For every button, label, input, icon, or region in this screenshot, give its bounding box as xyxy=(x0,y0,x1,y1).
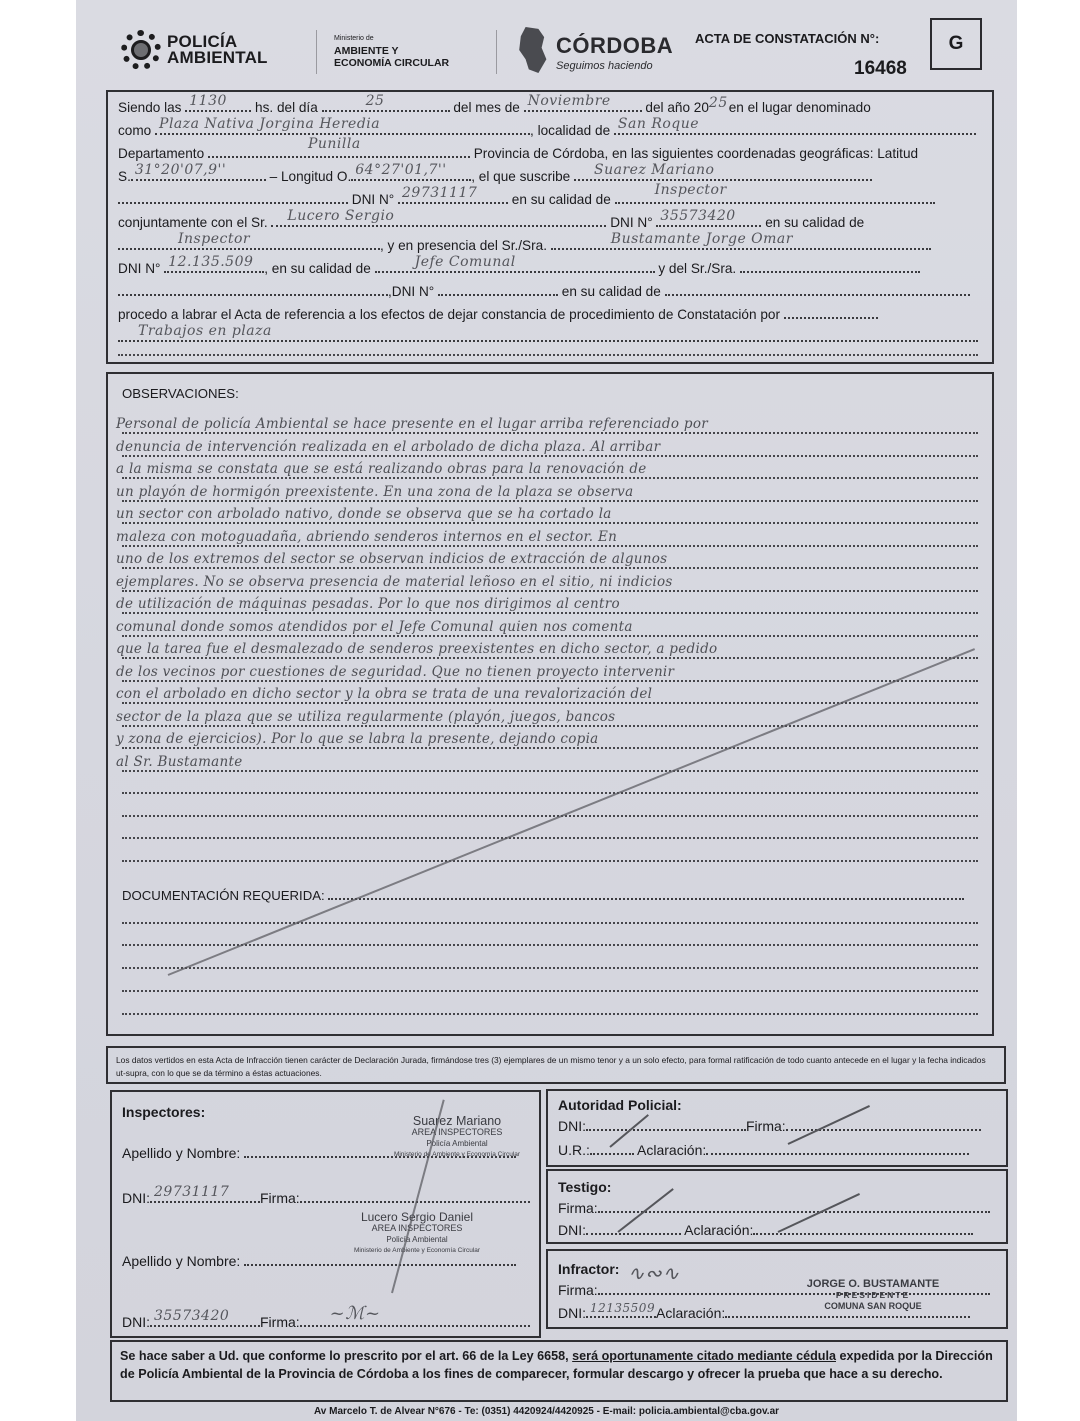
stamp-area: AREA INSPECTORES xyxy=(371,1223,463,1233)
intro-line-3 xyxy=(118,136,919,161)
stamp-org: Policía Ambiental xyxy=(386,1235,448,1244)
label-suscribe: , el que suscribe xyxy=(471,169,571,184)
observation-line: comunal donde somos atendidos por el Jefe Comunal quien nos comenta xyxy=(116,618,633,635)
documentation-row xyxy=(122,886,964,903)
label-calidad3: , en su calidad de xyxy=(264,261,371,276)
declaration-text: Los datos vertidos en esta Acta de Infracción tienen carácter de Declaración Jurada, firmándose tres (3) ejemplares de un mismo tenor y a un solo efecto, para formal ratificación de todo cuanto antecede en el lugar y la fecha indicados ut-supra, con lo que se da término a éstas actuaciones. xyxy=(116,1055,986,1078)
observation-rule xyxy=(122,837,978,839)
header-divider xyxy=(316,30,317,74)
intro-line-5 xyxy=(118,182,935,207)
observation-line: con el arbolado en dicho sector y la obra se trata de una revalorización del xyxy=(116,686,653,702)
policia-ambiental-logo xyxy=(121,30,268,70)
province-name: CÓRDOBA xyxy=(556,33,674,58)
dni-label: DNI: xyxy=(558,1118,586,1134)
field-dni3[interactable] xyxy=(164,254,264,273)
inspector1-dni-field[interactable] xyxy=(150,1184,260,1203)
observation-rule xyxy=(122,657,978,659)
label-conjuntamente: conjuntamente con el Sr. xyxy=(118,215,268,230)
stamp-area: AREA INSPECTORES xyxy=(411,1127,503,1137)
observation-rule xyxy=(122,792,978,794)
observation-rule xyxy=(122,747,978,749)
field-calidad4[interactable] xyxy=(665,282,970,296)
observations-label: OBSERVACIONES: xyxy=(122,386,239,401)
observation-rule xyxy=(122,545,978,547)
offender-title: Infractor: xyxy=(558,1261,620,1277)
value-dia: 25 xyxy=(365,93,385,109)
ministry-small: Ministerio de xyxy=(334,35,374,42)
intro-line-2 xyxy=(118,116,976,138)
observation-line: uno de los extremos del sector se observan indicios de extracción de algunos xyxy=(116,551,668,567)
signature-label: Firma: xyxy=(260,1314,300,1330)
inspector2-name-row xyxy=(122,1252,516,1269)
org-name-line2: AMBIENTAL xyxy=(167,48,268,67)
field-conjunto[interactable] xyxy=(271,208,606,227)
field-calidad2[interactable] xyxy=(118,231,380,250)
observation-rule xyxy=(122,770,978,772)
label-dni4: ,DNI N° xyxy=(388,284,435,299)
value-dni1: 29731117 xyxy=(402,185,478,201)
observation-line: y zona de ejercicios). Por lo que se labra la presente, dejando copia xyxy=(116,731,599,747)
observation-line: un playón de hormigón preexistente. En una zona de la plaza se observa xyxy=(116,483,634,500)
field-blank[interactable] xyxy=(118,282,388,296)
series-box xyxy=(930,18,982,70)
dotted-rule xyxy=(122,990,978,992)
witness-title: Testigo: xyxy=(558,1179,612,1195)
intro-line-9 xyxy=(118,282,970,299)
observation-rule xyxy=(122,590,978,592)
inspector1-name-field[interactable] xyxy=(244,1144,516,1158)
witness-signature-row xyxy=(558,1199,990,1216)
inspector2-stamp xyxy=(332,1212,502,1256)
stamp-name: Lucero Sergio Daniel xyxy=(360,1210,474,1224)
footer-contact: Av Marcelo T. de Alvear N°676 - Te: (0351) 4420924/4420925 - E-mail: policia.ambiental@cba.gov.ar xyxy=(313,1406,780,1417)
label-dni3: DNI N° xyxy=(118,261,161,276)
value-dni2: 35573420 xyxy=(660,208,736,224)
field-calidad1[interactable] xyxy=(615,182,935,204)
label-hs: hs. del día xyxy=(255,100,318,115)
value-calidad3: Jefe Comunal xyxy=(414,254,516,270)
inspector2-dni-value: 35573420 xyxy=(154,1308,230,1324)
inspector2-name-field[interactable] xyxy=(244,1252,516,1266)
observation-rule xyxy=(122,500,978,502)
label-provincia: Provincia de Córdoba, en las siguientes coordenadas geográficas: Latitud xyxy=(473,146,919,161)
observation-line: denuncia de intervención realizada en el arbolado de dicha plaza. Al arribar xyxy=(116,438,661,455)
name-label: Apellido y Nombre: xyxy=(122,1145,241,1161)
dotted-rule xyxy=(122,922,978,924)
cordoba-logo xyxy=(556,33,674,76)
value-latitud: 31°20'07,9'' xyxy=(134,162,227,178)
observation-line: de utilización de máquinas pesadas. Por lo que nos dirigimos al centro xyxy=(116,596,620,612)
authority-ur-row xyxy=(558,1141,969,1158)
legal-part1: Se hace saber a Ud. que conforme lo prescrito por el art. 66 de la Ley 6658, xyxy=(120,1349,573,1363)
value-calidad2: Inspector xyxy=(178,231,251,247)
signature-label: Firma: xyxy=(558,1200,598,1216)
label-localidad: , localidad de xyxy=(530,123,611,138)
observation-rule xyxy=(122,612,978,614)
value-longitud: 64°27'01,7'' xyxy=(355,162,447,178)
field-mes[interactable] xyxy=(524,93,642,112)
label-ydel: y del Sr./Sra. xyxy=(658,261,737,276)
signature-label: Firma: xyxy=(558,1282,598,1298)
intro-line-7 xyxy=(118,231,931,253)
label-presencia: , y en presencia del Sr./Sra. xyxy=(380,238,547,253)
clarification-label: Aclaración: xyxy=(656,1305,726,1321)
field-latitud[interactable] xyxy=(131,162,266,181)
act-title: ACTA DE CONSTATACIÓN N°: xyxy=(695,31,880,46)
name-label: Apellido y Nombre: xyxy=(122,1253,241,1269)
observation-rule xyxy=(122,567,978,569)
observation-rule xyxy=(122,725,978,727)
observation-rule xyxy=(122,432,978,434)
label-anio: del año 20 xyxy=(645,100,709,115)
label-calidad1: en su calidad de xyxy=(511,192,611,207)
ministry-line1: AMBIENTE Y xyxy=(334,45,399,57)
series-letter: G xyxy=(948,33,964,54)
dotted-rule xyxy=(122,1013,978,1015)
dotted-rule xyxy=(118,354,978,356)
field-dia[interactable] xyxy=(322,93,450,112)
header-divider xyxy=(496,30,497,74)
field-dni2[interactable] xyxy=(656,208,761,227)
act-number: 16468 xyxy=(854,58,907,79)
ur-label: U.R.: xyxy=(558,1142,590,1158)
value-localidad: San Roque xyxy=(617,116,700,132)
value-dni3: 12.135.509 xyxy=(168,254,254,270)
value-departamento: Punilla xyxy=(307,136,361,152)
label-departamento: Departamento xyxy=(118,146,205,161)
field-suscribe[interactable] xyxy=(574,162,872,181)
inspector2-dni-field[interactable] xyxy=(150,1308,260,1327)
declaration-box xyxy=(106,1046,1006,1084)
authority-dni-field[interactable] xyxy=(586,1117,746,1131)
value-conjunto: Lucero Sergio xyxy=(287,208,395,224)
ministry-line2: ECONOMÍA CIRCULAR xyxy=(334,57,450,69)
province-slogan: Seguimos haciendo xyxy=(556,60,653,72)
signature-label: Firma: xyxy=(746,1118,786,1134)
offender-dni-field[interactable] xyxy=(586,1301,656,1318)
label-procedo: procedo a labrar el Acta de referencia a los efectos de dejar constancia de procedimiento de Constatación por xyxy=(118,307,780,322)
intro-section xyxy=(106,90,994,364)
stamp-ministry: Ministerio de Ambiente y Economía Circular xyxy=(393,1151,521,1158)
intro-line-10 xyxy=(118,305,878,322)
label-dni1: DNI N° xyxy=(351,192,395,207)
label-dni2: DNI N° xyxy=(610,215,653,230)
authority-title: Autoridad Policial: xyxy=(558,1097,682,1113)
dni-label: DNI: xyxy=(558,1305,586,1321)
field-departamento[interactable] xyxy=(208,136,470,158)
value-suscribe: Suarez Mariano xyxy=(594,162,715,178)
observation-line: un sector con arbolado nativo, donde se observa que se ha cortado la xyxy=(116,506,612,522)
offender-dni-value: 12135509 xyxy=(590,1301,656,1315)
value-anio: 25 xyxy=(708,95,728,111)
observation-line: de los vecinos por cuestiones de seguridad. Que no tienen proyecto intervenir xyxy=(116,663,675,680)
org-name-line1: POLICÍA xyxy=(167,32,238,51)
label-mes: del mes de xyxy=(453,100,520,115)
intro-line-8 xyxy=(118,254,920,276)
field-blank[interactable] xyxy=(784,305,878,319)
value-presencia: Bustamante Jorge Omar xyxy=(610,231,793,247)
inspector2-signature-field[interactable] xyxy=(300,1303,530,1327)
field-dni4[interactable] xyxy=(438,282,558,296)
stamp-role: PRESIDENTE xyxy=(835,1290,911,1300)
document-page xyxy=(76,0,1017,1421)
intro-line-4 xyxy=(118,162,872,184)
field-longitud[interactable] xyxy=(351,162,471,181)
witness-dni-field[interactable] xyxy=(586,1221,681,1235)
stamp-name: JORGE O. BUSTAMANTE xyxy=(806,1278,940,1290)
signature-scribble-icon: ~ℳ~ xyxy=(329,1303,381,1324)
field-calidad3[interactable] xyxy=(375,254,655,273)
value-motivo: Trabajos en plaza xyxy=(138,323,272,339)
value-mes: Noviembre xyxy=(527,93,611,109)
field-blank[interactable] xyxy=(118,190,348,204)
dni-label: DNI: xyxy=(558,1222,586,1238)
authority-dni-row xyxy=(558,1117,981,1134)
label-como: como xyxy=(118,123,152,138)
legal-notice-box xyxy=(110,1340,1008,1402)
intro-line-6 xyxy=(118,208,865,230)
field-localidad[interactable] xyxy=(614,116,976,135)
clarification-label: Aclaración: xyxy=(684,1222,754,1238)
label-calidad2: en su calidad de xyxy=(765,215,865,230)
label-lugar: en el lugar denominado xyxy=(728,100,871,115)
dotted-rule xyxy=(122,944,978,946)
cordoba-map-icon xyxy=(516,27,548,73)
inspector1-dni-row xyxy=(122,1184,530,1206)
label-calidad4: en su calidad de xyxy=(561,284,661,299)
witness-section xyxy=(546,1169,1008,1244)
observation-rule xyxy=(122,522,978,524)
label-siendo: Siendo las xyxy=(118,100,182,115)
authority-section xyxy=(546,1089,1008,1167)
dni-label: DNI: xyxy=(122,1190,150,1206)
observations-section xyxy=(106,372,994,1036)
observation-rule xyxy=(122,455,978,457)
value-hora: 1130 xyxy=(189,93,227,109)
field-hora[interactable] xyxy=(185,93,251,112)
offender-section xyxy=(546,1249,1008,1329)
stamp-name: Suarez Mariano xyxy=(412,1114,502,1128)
observation-rule xyxy=(122,702,978,704)
offender-stamp xyxy=(778,1279,968,1312)
field-lugar[interactable] xyxy=(155,116,530,135)
field-ydel[interactable] xyxy=(740,259,920,273)
ministry-logo xyxy=(334,33,449,69)
inspectors-section xyxy=(110,1090,541,1338)
value-calidad1: Inspector xyxy=(654,182,727,198)
dni-label: DNI: xyxy=(122,1314,150,1330)
inspector2-dni-row xyxy=(122,1303,530,1330)
stamp-org: Policía Ambiental xyxy=(426,1139,488,1148)
inspector1-name-row xyxy=(122,1144,516,1161)
observation-line: a la misma se constata que se está realizando obras para la renovación de xyxy=(116,461,647,477)
field-anio[interactable] xyxy=(708,95,728,112)
observation-rule xyxy=(122,815,978,817)
stamp-ministry: Ministerio de Ambiente y Economía Circular xyxy=(353,1247,481,1254)
inspectors-title: Inspectores: xyxy=(122,1104,206,1120)
signature-label: Firma: xyxy=(260,1190,300,1206)
legal-underlined: será oportunamente citado mediante cédula xyxy=(572,1349,836,1363)
documentation-field[interactable] xyxy=(328,886,964,900)
authority-clarification-field[interactable] xyxy=(706,1141,969,1155)
observation-line: que la tarea fue el desmalezado de senderos preexistentes en dicho sector, a pedido xyxy=(116,641,718,657)
label-s: S. xyxy=(118,169,131,184)
inspector1-dni-value: 29731117 xyxy=(154,1184,230,1200)
intro-line-1 xyxy=(118,93,871,115)
observation-rule xyxy=(122,680,978,682)
observation-line: maleza con motoguadaña, abriendo senderos internos en el sector. En xyxy=(116,528,618,545)
field-dni1[interactable] xyxy=(398,185,508,204)
clarification-label: Aclaración: xyxy=(637,1142,707,1158)
dotted-rule xyxy=(122,967,978,969)
observation-line: Personal de policía Ambiental se hace presente en el lugar arriba referenciado por xyxy=(116,416,708,432)
intro-line-11 xyxy=(118,323,978,345)
legal-notice-text xyxy=(120,1347,998,1383)
gear-emblem-icon xyxy=(121,30,161,70)
observation-line: sector de la plaza que se utiliza regularmente (playón, juegos, bancos xyxy=(116,708,616,725)
documentation-label: DOCUMENTACIÓN REQUERIDA: xyxy=(122,888,325,903)
observation-line: ejemplares. No se observa presencia de material leñoso en el sitio, ni indicios xyxy=(116,573,673,590)
legal-part2: expedida por la Dirección de Policía Ambiental de la Provincia de Córdoba a los fines de comparecer, formular descargo y ofrecer la prueba que hace a su derecho. xyxy=(120,1349,993,1381)
observation-rule xyxy=(122,477,978,479)
field-motivo[interactable] xyxy=(118,323,978,342)
observation-line: al Sr. Bustamante xyxy=(116,753,243,770)
stamp-org: COMUNA SAN ROQUE xyxy=(824,1301,922,1311)
signature-scribble-icon: ∿∾∿ xyxy=(627,1261,680,1285)
value-lugar: Plaza Nativa Jorgina Heredia xyxy=(159,116,381,132)
label-longitud: – Longitud O. xyxy=(269,169,352,184)
observation-rule xyxy=(122,635,978,637)
field-presencia[interactable] xyxy=(551,231,931,250)
observation-rule xyxy=(122,860,978,862)
